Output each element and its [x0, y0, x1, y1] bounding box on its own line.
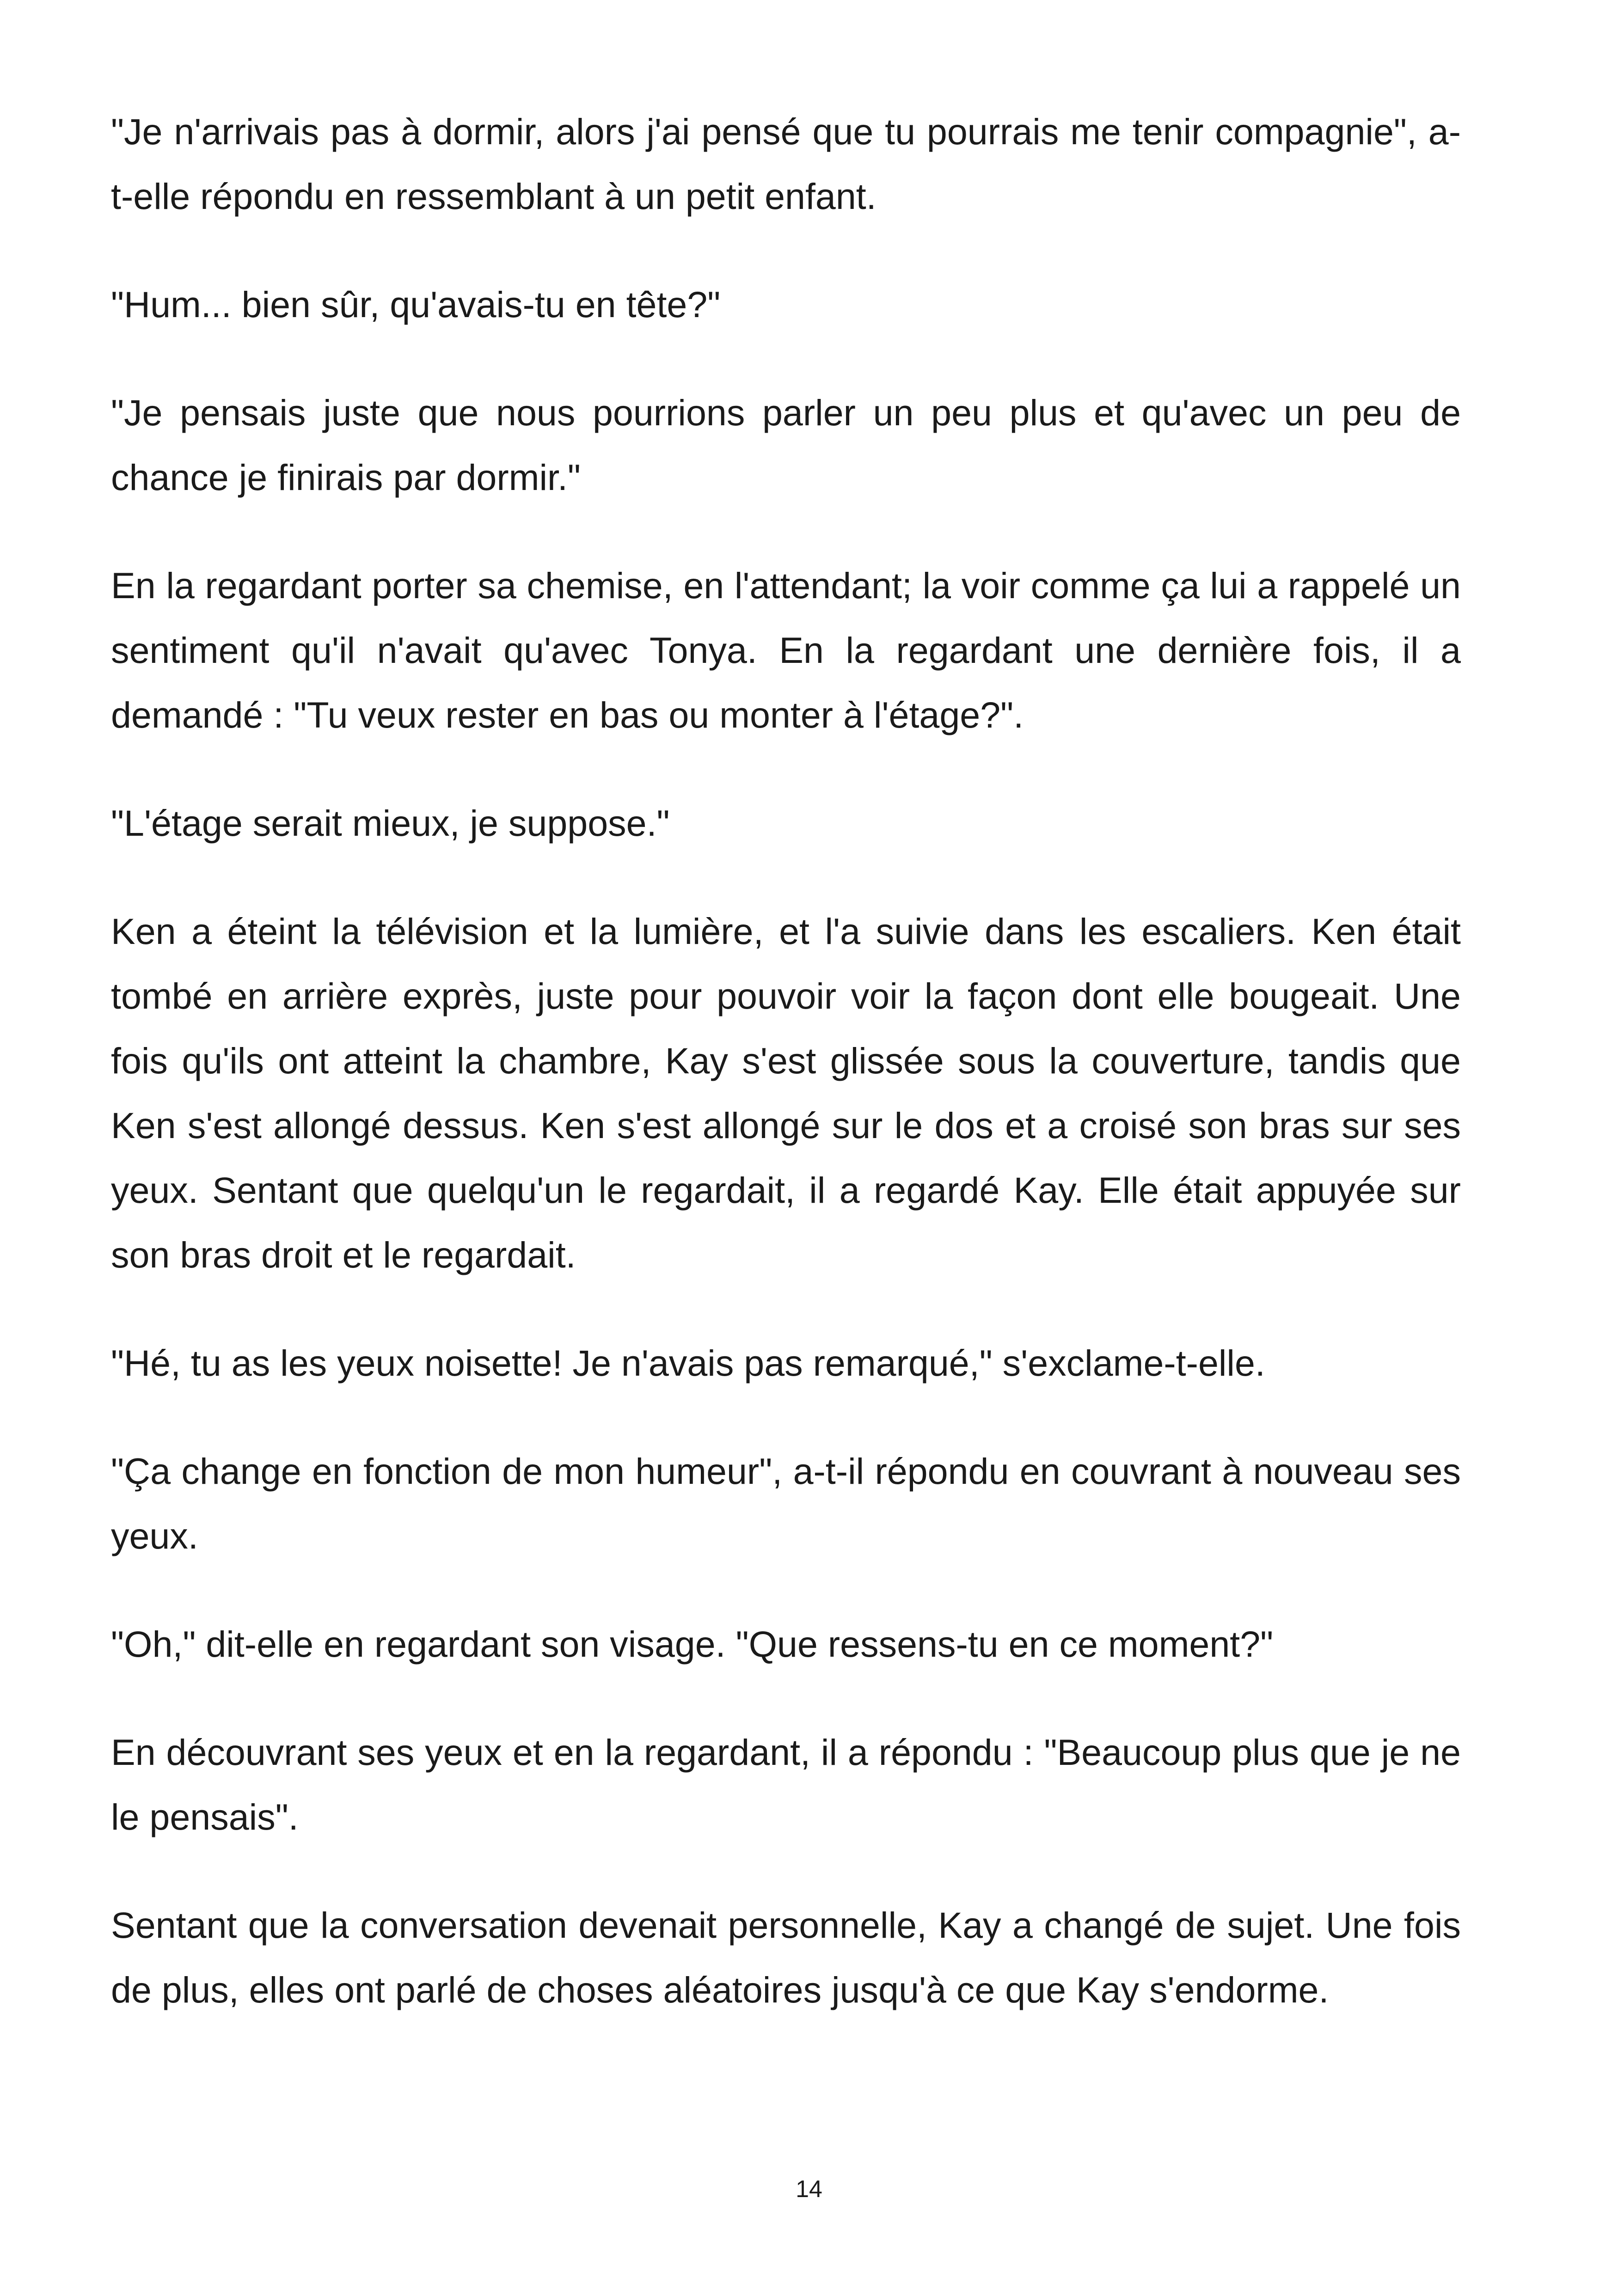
- paragraph: "Hum... bien sûr, qu'avais-tu en tête?": [111, 284, 721, 325]
- paragraph: "Ça change en fonction de mon humeur", a-t-il répondu en couvrant à nouveau ses yeux.: [111, 1451, 1461, 1556]
- paragraph: En la regardant porter sa chemise, en l'attendant; la voir comme ça lui a rappelé un sentiment qu'il n'avait qu'avec Tonya. En la regardant une dernière fois, il a demandé : "Tu veux rester en bas ou monter à l'étage?".: [111, 565, 1461, 735]
- paragraph: Sentant que la conversation devenait personnelle, Kay a changé de sujet. Une fois de plus, elles ont parlé de choses aléatoires jusqu'à ce que Kay s'endorme.: [111, 1904, 1461, 2010]
- paragraph: "Hé, tu as les yeux noisette! Je n'avais pas remarqué," s'exclame-t-elle.: [111, 1342, 1265, 1384]
- paragraph: "Je n'arrivais pas à dormir, alors j'ai pensé que tu pourrais me tenir compagnie", a-t-elle répondu en ressemblant à un petit enfant.: [111, 111, 1461, 217]
- paragraph: "Je pensais juste que nous pourrions parler un peu plus et qu'avec un peu de chance je finirais par dormir.": [111, 392, 1461, 498]
- paragraph: En découvrant ses yeux et en la regardant, il a répondu : "Beaucoup plus que je ne le pensais".: [111, 1732, 1461, 1837]
- paragraph: Ken a éteint la télévision et la lumière, et l'a suivie dans les escaliers. Ken était tombé en arrière exprès, juste pour pouvoir voir la façon dont elle bougeait. Une fois qu'ils ont atteint la chambre, Kay s'est glissée sous la couverture, tandis que Ken s'est allongé dessus. Ken s'est allongé sur le dos et a croisé son bras sur ses yeux. Sentant que quelqu'un le regardait, il a regardé Kay. Elle était appuyée sur son bras droit et le regardait.: [111, 911, 1461, 1275]
- body-text: [111, 99, 1461, 2066]
- page-number: 14: [796, 2176, 822, 2203]
- paragraph: "L'étage serait mieux, je suppose.": [111, 802, 670, 844]
- paragraph: "Oh," dit-elle en regardant son visage. "Que ressens-tu en ce moment?": [111, 1623, 1274, 1665]
